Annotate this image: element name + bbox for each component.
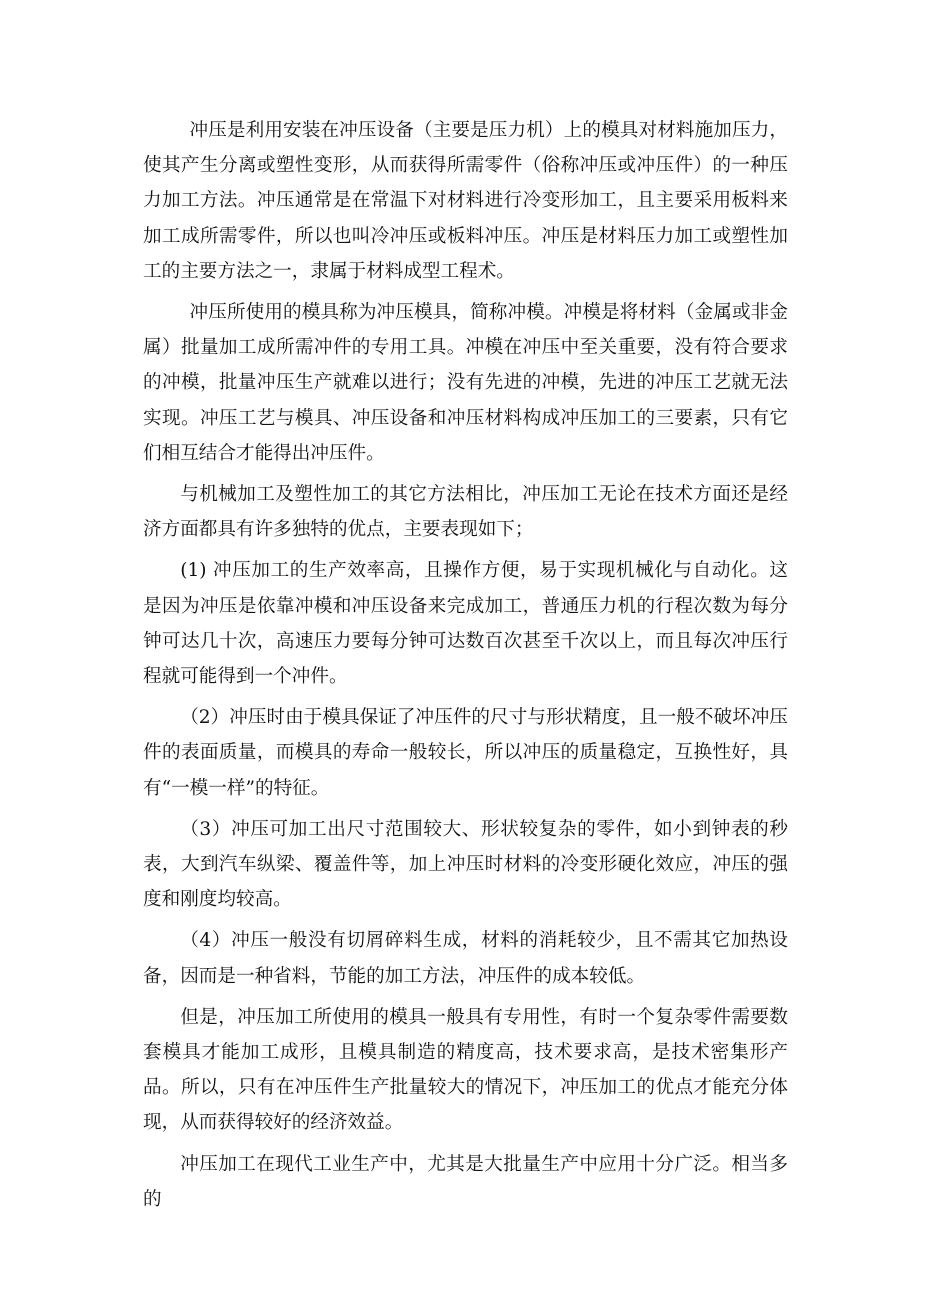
paragraph-advantage-4: （4）冲压一般没有切屑碎料生成，材料的消耗较少，且不需其它加热设备，因而是一种省料，节能的加工方法，冲压件的成本较低。	[143, 930, 788, 987]
document-body	[143, 113, 788, 1223]
paragraph-applications: 冲压加工在现代工业生产中，尤其是大批量生产中应用十分广泛。相当多的	[143, 1153, 788, 1210]
paragraph-advantage-3: （3）冲压可加工出尺寸范围较大、形状较复杂的零件，如小到钟表的秒表，大到汽车纵梁、覆盖件等，加上冲压时材料的冷变形硬化效应，冲压的强度和刚度均较高。	[143, 818, 788, 911]
paragraph-drawbacks: 但是，冲压加工所使用的模具一般具有专用性，有时一个复杂零件需要数套模具才能加工成形，且模具制造的精度高，技术要求高，是技术密集形产品。所以，只有在冲压件生产批量较大的情况下，冲压加工的优点才能充分体现，从而获得较好的经济效益。	[143, 1006, 788, 1134]
paragraph-advantage-2: （2）冲压时由于模具保证了冲压件的尺寸与形状精度，且一般不破坏冲压件的表面质量，而模具的寿命一般较长，所以冲压的质量稳定，互换性好，具有“一模一样”的特征。	[143, 707, 788, 799]
paragraph-advantages-intro: 与机械加工及塑性加工的其它方法相比，冲压加工无论在技术方面还是经济方面都具有许多独特的优点，主要表现如下；	[143, 484, 788, 541]
paragraph-intro: 冲压是利用安装在冲压设备（主要是压力机）上的模具对材料施加压力，使其产生分离或塑性变形，从而获得所需零件（俗称冲压或冲压件）的一种压力加工方法。冲压通常是在常温下对材料进行冷变形加工，且主要采用板料来加工成所需零件，所以也叫冷冲压或板料冲压。冲压是材料压力加工或塑性加工的主要方法之一，隶属于材料成型工程术。	[143, 120, 788, 282]
paragraph-advantage-1: (1) 冲压加工的生产效率高，且操作方便，易于实现机械化与自动化。这是因为冲压是依靠冲模和冲压设备来完成加工，普通压力机的行程次数为每分钟可达几十次，高速压力要每分钟可达数百次甚至千次以上，而且每次冲压行程就可能得到一个冲件。	[143, 560, 788, 688]
paragraph-dies: 冲压所使用的模具称为冲压模具，简称冲模。冲模是将材料（金属或非金属）批量加工成所需冲件的专用工具。冲模在冲压中至关重要，没有符合要求的冲模，批量冲压生产就难以进行；没有先进的冲模，先进的冲压工艺就无法实现。冲压工艺与模具、冲压设备和冲压材料构成冲压加工的三要素，只有它们相互结合才能得出冲压件。	[143, 302, 788, 464]
